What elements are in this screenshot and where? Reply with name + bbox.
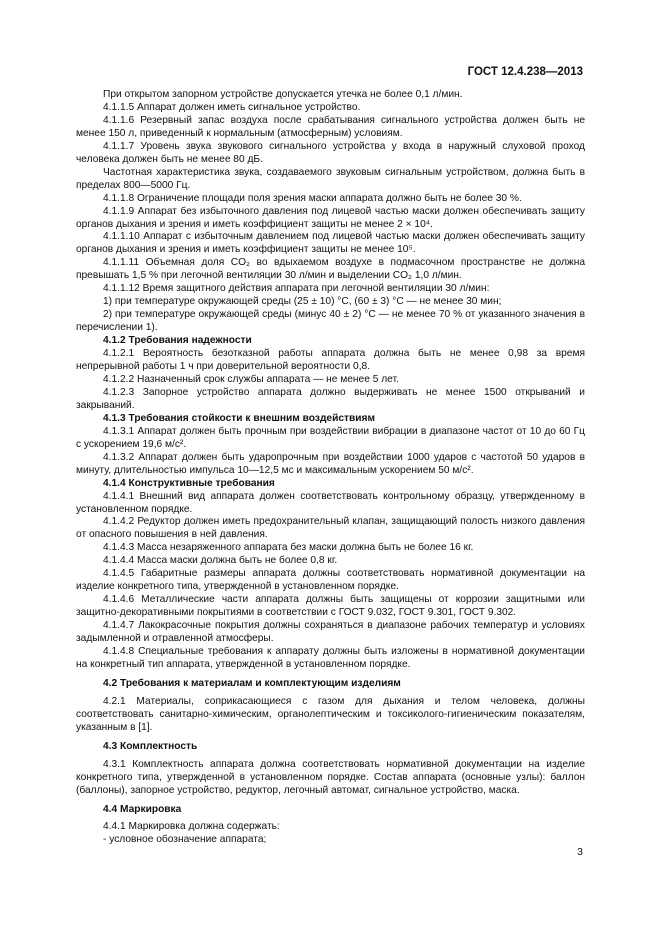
paragraph: 4.1.2.3 Запорное устройство аппарата должно выдерживать не менее 1500 открываний и закрываний. [76, 386, 585, 411]
paragraph: 4.1.1.6 Резервный запас воздуха после срабатывания сигнального устройства должен быть не менее 150 л, приведенный к нормальным (атмосферным) условиям. [76, 114, 585, 139]
document-header: ГОСТ 12.4.238—2013 [467, 66, 583, 78]
page-number: 3 [577, 846, 583, 858]
paragraph: 4.1.4.2 Редуктор должен иметь предохранительный клапан, защищающий полость низкого давления от опасного повышения в ней давления. [76, 516, 585, 541]
paragraph: Частотная характеристика звука, создаваемого звуковым сигнальным устройством, должна быть в пределах 800—5000 Гц. [76, 166, 585, 191]
paragraph: 4.3.1 Комплектность аппарата должна соответствовать нормативной документации на изделие конкретного типа, утвержденной в установленном порядке. Состав аппарата (основные узлы): баллон (баллоны), запорное устройство, редуктор, легочный автомат, сигнальное устройство, маска. [76, 758, 585, 796]
paragraph: 4.1.4.3 Масса незаряженного аппарата без маски должна быть не более 16 кг. [103, 542, 474, 554]
section-heading: 4.1.2 Требования надежности [103, 335, 252, 347]
paragraph: 4.1.1.7 Уровень звука звукового сигнального устройства у входа в наружный слуховой проход человека должен быть не менее 80 дБ. [76, 140, 585, 165]
paragraph: 4.1.4.7 Лакокрасочные покрытия должны сохраняться в диапазоне рабочих температур и условиях задымленной и отравленной атмосферы. [76, 620, 585, 645]
paragraph: 4.1.1.10 Аппарат с избыточным давлением под лицевой частью маски должен обеспечивать защиту органов дыхания и зрения и иметь коэффициент защиты не менее 10⁵. [76, 231, 585, 256]
paragraph: 4.1.1.11 Объемная доля CO₂ во вдыхаемом воздухе в подмасочном пространстве не должна превышать 1,5 % при легочной вентиляции 30 л/мин и выделении CO₂ 1,0 л/мин. [76, 257, 585, 282]
paragraph: 4.1.3.2 Аппарат должен быть ударопрочным при воздействии 1000 ударов с частотой 50 ударов в минуту, длительностью импульса 10—12,5 мс и максимальным ускорением 50 м/с². [76, 451, 585, 476]
paragraph: 4.1.1.9 Аппарат без избыточного давления под лицевой частью маски должен обеспечивать защиту органов дыхания и зрения и иметь коэффициент защиты не менее 2 × 10⁴. [76, 205, 585, 230]
section-heading: 4.1.4 Конструктивные требования [103, 477, 275, 489]
paragraph: 4.1.4.5 Габаритные размеры аппарата должны соответствовать нормативной документации на изделие конкретного типа, утвержденной в установленном порядке. [76, 568, 585, 593]
paragraph: 4.1.4.1 Внешний вид аппарата должен соответствовать контрольному образцу, утвержденному в установленном порядке. [76, 490, 585, 515]
paragraph: При открытом запорном устройстве допускается утечка не более 0,1 л/мин. [103, 89, 463, 100]
section-heading: 4.4 Маркировка [103, 803, 182, 815]
paragraph: 4.1.4.8 Специальные требования к аппарату должны быть изложены в нормативной документации на конкретный тип аппарата, утвержденной в установленном порядке. [76, 645, 585, 670]
paragraph: 4.1.4.6 Металлические части аппарата должны быть защищены от коррозии защитными или защитно-декоративными покрытиями в соответствии с ГОСТ 9.032, ГОСТ 9.301, ГОСТ 9.302. [76, 594, 585, 619]
document-body [76, 89, 585, 847]
list-item: 1) при температуре окружающей среды (25 ± 10) °С, (60 ± 3) °С — не менее 30 мин; [103, 296, 502, 308]
paragraph: 4.1.1.12 Время защитного действия аппарата при легочной вентиляции 30 л/мин: [103, 283, 490, 295]
list-item: 2) при температуре окружающей среды (минус 40 ± 2) °С — не менее 70 % от указанного значения в перечислении 1). [76, 309, 585, 334]
paragraph: 4.1.4.4 Масса маски должна быть не более 0,8 кг. [103, 555, 338, 567]
paragraph: 4.1.2.2 Назначенный срок службы аппарата — не менее 5 лет. [103, 373, 399, 385]
paragraph: 4.4.1 Маркировка должна содержать: [103, 821, 280, 833]
section-heading: 4.2 Требования к материалам и комплектующим изделиям [103, 677, 401, 689]
paragraph: 4.1.2.1 Вероятность безотказной работы аппарата должна быть не менее 0,98 за время непрерывной работы 1 ч при доверительной вероятности 0,8. [76, 348, 585, 373]
list-item: - условное обозначение аппарата; [103, 834, 267, 846]
paragraph: 4.1.3.1 Аппарат должен быть прочным при воздействии вибрации в диапазоне частот от 10 до 60 Гц с ускорением 19,6 м/с². [76, 425, 585, 450]
paragraph: 4.1.1.8 Ограничение площади поля зрения маски аппарата должно быть не более 30 %. [103, 192, 522, 204]
paragraph: 4.2.1 Материалы, соприкасающиеся с газом для дыхания и телом человека, должны соответствовать санитарно-химическим, органолептическим и токсиколого-гигиеническим показателям, указанным в [1]. [76, 695, 585, 733]
section-heading: 4.3 Комплектность [103, 740, 198, 752]
paragraph: 4.1.1.5 Аппарат должен иметь сигнальное устройство. [103, 101, 361, 113]
section-heading: 4.1.3 Требования стойкости к внешним воздействиям [103, 412, 376, 424]
